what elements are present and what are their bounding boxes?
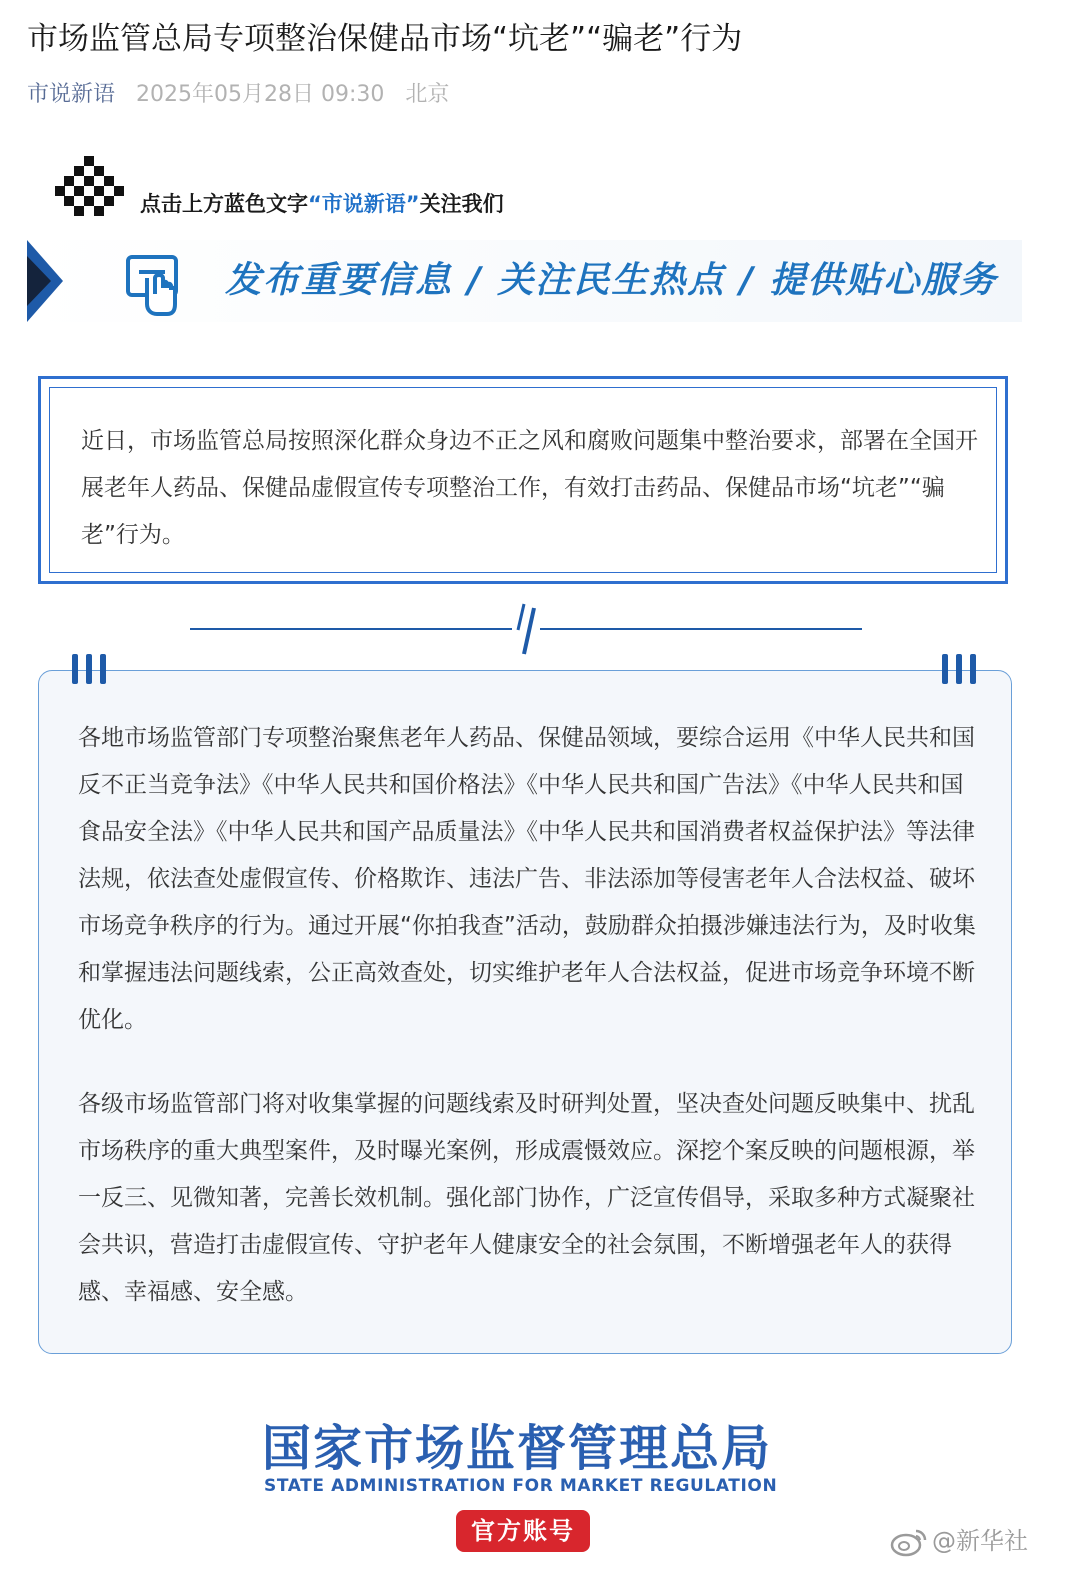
publish-time: 2025年05月28日 09:30: [136, 82, 385, 107]
intro-box: [38, 376, 1008, 584]
body-paragraph: 各级市场监管部门将对收集掌握的问题线索及时研判处置，坚决查处问题反映集中、扰乱市场秩序的重大典型案件，及时曝光案例，形成震慑效应。深挖个案反映的问题根源，举一反三、见微知著，完善长效机制。强化部门协作，广泛宣传倡导，采取多种方式凝聚社会共识，营造打击虚假宣传、守护老年人健康安全的社会氛围，不断增强老年人的获得感、幸福感、安全感。: [78, 1091, 975, 1305]
source-watermark: [890, 1524, 1028, 1558]
weibo-icon: [890, 1527, 928, 1557]
org-logo-en: STATE ADMINISTRATION FOR MARKET REGULATION: [264, 1476, 778, 1496]
official-account-badge: 官方账号: [456, 1510, 590, 1552]
org-logo-cn: 国家市场监督管理总局: [262, 1420, 773, 1477]
article-title: 市场监管总局专项整治保健品市场“坑老”“骗老”行为: [27, 21, 743, 57]
follow-prompt: [140, 189, 504, 219]
section-divider: [190, 600, 862, 658]
slogan-banner: [27, 240, 1022, 322]
publish-location: 北京: [405, 82, 450, 107]
follow-prompt-account[interactable]: “市说新语”: [308, 192, 420, 216]
banner-slogan: 发布重要信息 / 关注民生热点 / 提供贴心服务: [225, 260, 998, 301]
triple-bar-icon: [942, 654, 980, 684]
intro-paragraph: 近日，市场监管总局按照深化群众身边不正之风和腐败问题集中整治要求，部署在全国开展老年人药品、保健品虚假宣传专项整治工作，有效打击药品、保健品市场“坑老”“骗老”行为。: [81, 428, 978, 548]
article-meta: [27, 78, 449, 112]
hand-pointer-icon: [125, 254, 181, 316]
follow-prompt-suffix: 关注我们: [419, 192, 504, 216]
watermark-text: @新华社: [932, 1527, 1028, 1555]
body-content-box: [38, 670, 1012, 1354]
follow-prompt-prefix: 点击上方蓝色文字: [140, 192, 308, 216]
chevron-right-icon: [27, 240, 67, 322]
account-name-link[interactable]: 市说新语: [27, 82, 116, 107]
pixel-arrow-icon: [55, 156, 125, 216]
triple-bar-icon: [72, 654, 110, 684]
body-paragraph: 各地市场监管部门专项整治聚焦老年人药品、保健品领域，要综合运用《中华人民共和国反不正当竞争法》《中华人民共和国价格法》《中华人民共和国广告法》《中华人民共和国食品安全法》《中华人民共和国产品质量法》《中华人民共和国消费者权益保护法》等法律法规，依法查处虚假宣传、价格欺诈、违法广告、非法添加等侵害老年人合法权益、破坏市场竞争秩序的行为。通过开展“你拍我查”活动，鼓励群众拍摄涉嫌违法行为，及时收集和掌握违法问题线索，公正高效查处，切实维护老年人合法权益，促进市场竞争环境不断优化。: [78, 725, 976, 1033]
